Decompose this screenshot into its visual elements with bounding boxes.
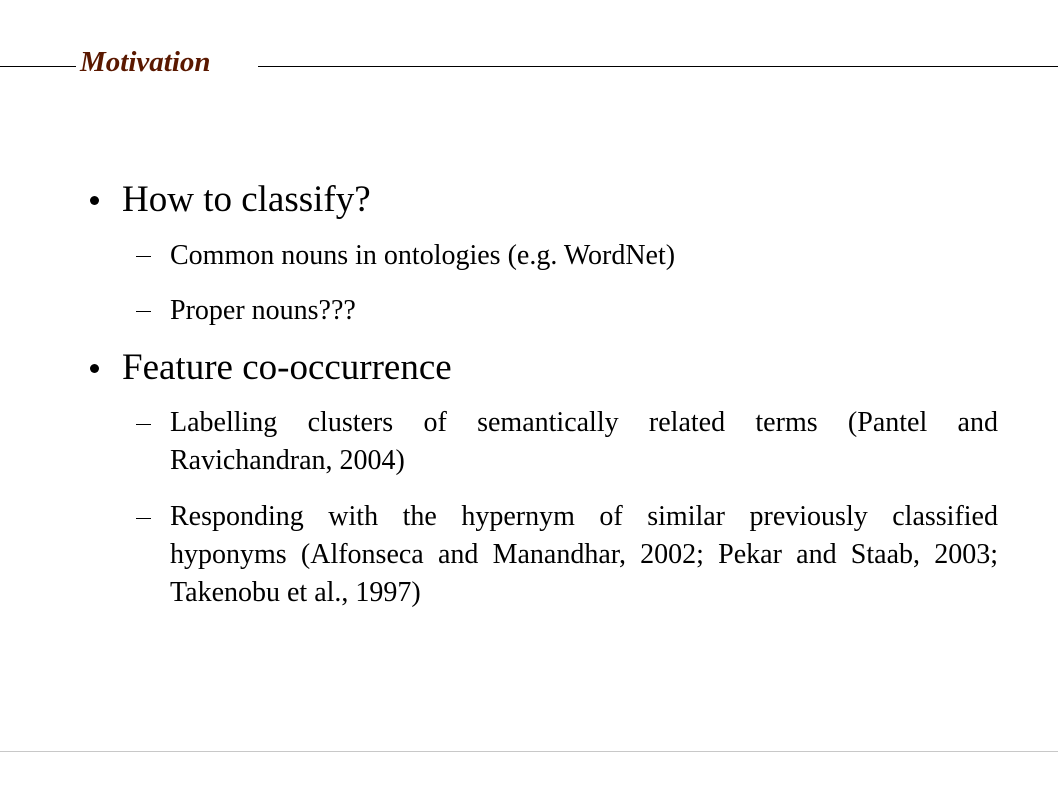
dash-icon <box>136 424 151 425</box>
sub-bullet-text: Proper nouns??? <box>170 295 356 326</box>
header-rule-right <box>258 66 1058 67</box>
sub-bullet-text: Common nouns in ontologies (e.g. WordNet) <box>170 240 676 271</box>
header-rule-left <box>0 66 76 67</box>
footer-rule <box>0 751 1058 752</box>
dash-icon <box>136 311 151 312</box>
sub-bullet-text: Labelling clusters of semantically related terms (Pantel and Ravichandran, 2004) <box>170 407 998 476</box>
bullet-dot-icon <box>90 364 99 373</box>
page-title: Motivation <box>80 46 211 78</box>
dash-icon <box>136 518 151 519</box>
dash-icon <box>136 256 151 257</box>
bullet-heading: Feature co-occurrence <box>122 347 452 388</box>
sub-bullet-text: Responding with the hypernym of similar previously classified hyponyms (Alfonseca and Manandhar, 2002; Pekar and Staab, 2003; Takenobu et al., 1997) <box>170 501 998 608</box>
bullet-heading: How to classify? <box>122 179 371 220</box>
bullet-dot-icon <box>90 196 99 205</box>
